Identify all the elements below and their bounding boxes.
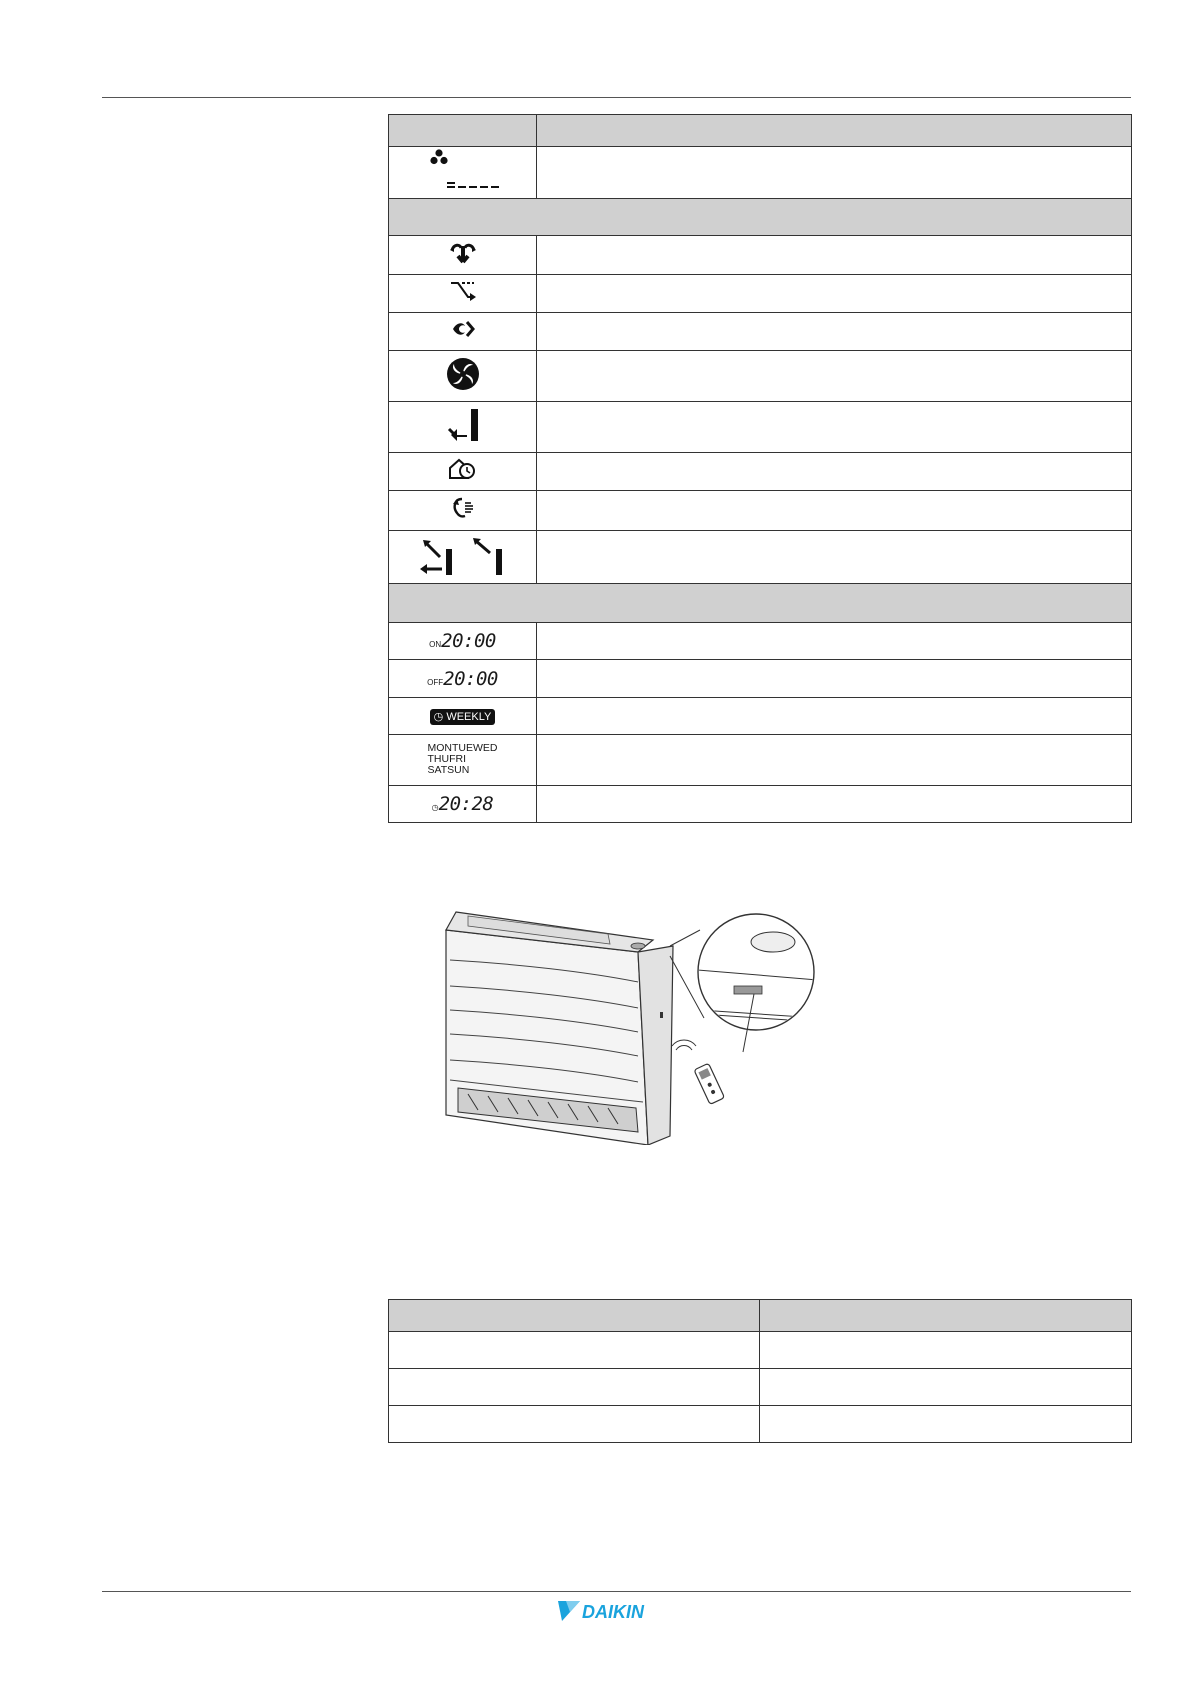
clock-small-icon: ◷ [431, 803, 439, 812]
comfort-airflow-cell [389, 236, 537, 275]
econo-description [537, 313, 1132, 351]
econo-icon [449, 318, 477, 340]
off-timer-description [537, 660, 1132, 698]
on-timer-description [537, 623, 1132, 660]
weekly-timer-description [537, 698, 1132, 735]
airflow-direction-description [537, 531, 1132, 584]
clock-time: 20:28 [438, 793, 494, 815]
clock-description [537, 786, 1132, 823]
off-timer-prefix: OFF [427, 677, 444, 687]
days-line-3: SATSUN [427, 763, 470, 776]
header-rule [102, 97, 1131, 98]
quiet-description [537, 491, 1132, 531]
off-timer-time: 20:00 [443, 667, 498, 690]
status-row-2-col-2 [760, 1369, 1132, 1406]
on-timer-cell [389, 623, 537, 660]
swing-cell [389, 275, 537, 313]
days-display [428, 743, 498, 776]
lower-airflow-description [537, 402, 1132, 453]
days-cell [389, 735, 537, 786]
lower-airflow-icon [443, 405, 483, 445]
clock-cell [389, 786, 537, 823]
daikin-logo-text: DAIKIN [582, 1602, 644, 1622]
icon-table-header-icon [389, 115, 537, 147]
status-row-3-col-2 [760, 1406, 1132, 1443]
icon-table [388, 114, 1132, 823]
powerful-icon [445, 356, 481, 392]
weekly-badge [430, 709, 496, 725]
fan-speed-cell [389, 147, 537, 199]
airflow-direction-icon [418, 533, 508, 577]
days-line-1: MONTUEWED [427, 741, 498, 754]
home-leave-cell [389, 453, 537, 491]
home-leave-description [537, 453, 1132, 491]
weekly-label: WEEKLY [446, 711, 492, 723]
lower-airflow-cell [389, 402, 537, 453]
clock-icon: ◷ [433, 711, 444, 723]
status-row-2-col-1 [389, 1369, 760, 1406]
swing-icon [448, 279, 478, 303]
quiet-icon [449, 495, 477, 521]
status-row-1-col-1 [389, 1332, 760, 1369]
home-leave-icon [447, 457, 479, 481]
status-table [388, 1299, 1132, 1443]
functions-section-header [389, 199, 1132, 236]
footer-rule [102, 1591, 1131, 1592]
airflow-direction-cell [389, 531, 537, 584]
fan-speed-icon [423, 148, 503, 192]
days-line-2: THUFRI [427, 752, 466, 765]
quiet-cell [389, 491, 537, 531]
powerful-cell [389, 351, 537, 402]
weekly-timer-cell [389, 698, 537, 735]
daikin-logo [558, 1599, 678, 1623]
on-timer-prefix: ON [429, 640, 442, 649]
comfort-airflow-description [537, 236, 1132, 275]
icon-table-header-description [537, 115, 1132, 147]
status-table-header-2 [760, 1300, 1132, 1332]
off-timer-cell [389, 660, 537, 698]
swing-description [537, 275, 1132, 313]
days-description [537, 735, 1132, 786]
fan-speed-description [537, 147, 1132, 199]
status-table-header-1 [389, 1300, 760, 1332]
comfort-airflow-icon [448, 240, 478, 266]
status-row-3-col-1 [389, 1406, 760, 1443]
timer-section-header [389, 584, 1132, 623]
econo-cell [389, 313, 537, 351]
indoor-unit-illustration [438, 910, 828, 1145]
powerful-description [537, 351, 1132, 402]
status-row-1-col-2 [760, 1332, 1132, 1369]
on-timer-time: 20:00 [441, 630, 496, 652]
